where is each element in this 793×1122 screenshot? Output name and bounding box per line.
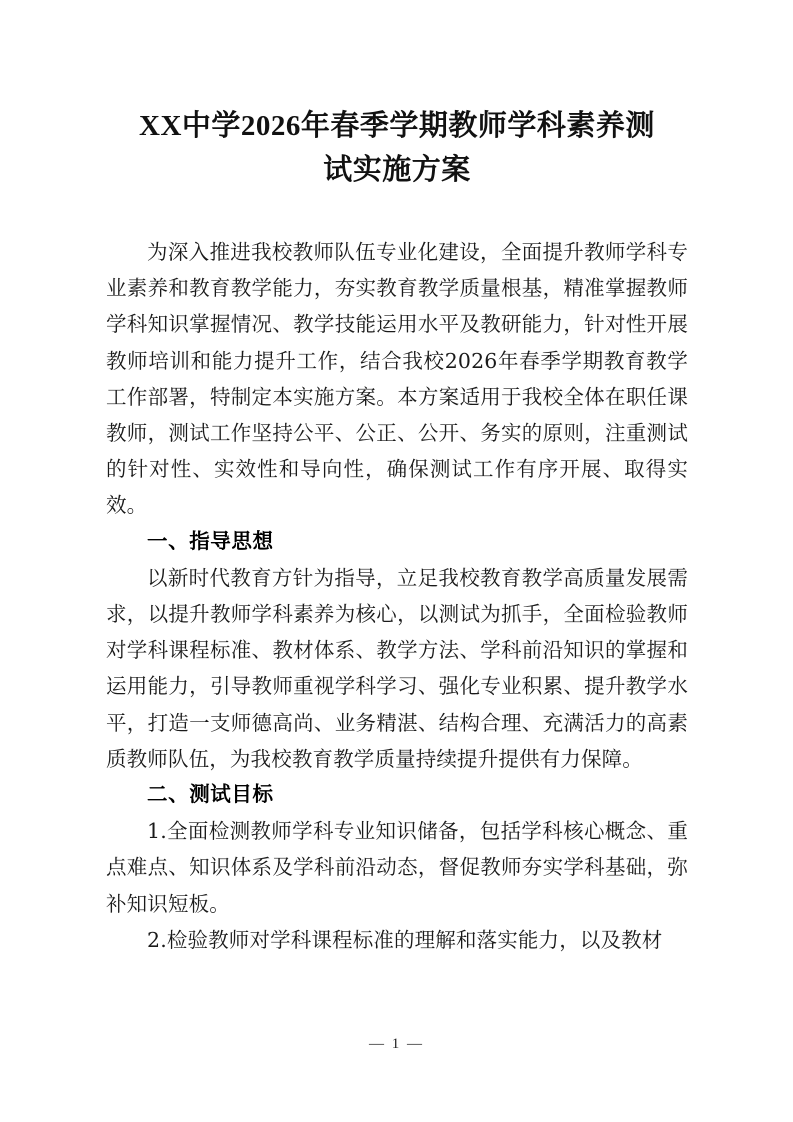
document-content xyxy=(106,104,688,958)
page-title xyxy=(106,104,688,192)
title-spacer xyxy=(106,192,688,234)
section-heading-1: 一、指导思想 xyxy=(147,529,274,553)
page-footer: — 1 — xyxy=(369,1036,424,1052)
page-title-line-2: 试实施方案 xyxy=(323,154,471,186)
preamble-paragraph: 为深入推进我校教师队伍专业化建设，全面提升教师学科专业素养和教育教学能力，夯实教育教学质量根基，精准掌握教师学科知识掌握情况、教学技能运用水平及教研能力，针对性开展教师培训和能力提升工作，结合我校2026年春季学期教育教学工作部署，特制定本实施方案。本方案适用于我校全体在职任课教师，测试工作坚持公平、公正、公开、务实的原则，注重测试的针对性、实效性和导向性，确保测试工作有序开展、取得实效。 xyxy=(106,240,688,518)
page-title-line-1: XX中学2026年春季学期教师学科素养测 xyxy=(139,110,655,142)
section-2-paragraph-2: 2.检验教师对学科课程标准的理解和落实能力，以及教材 xyxy=(147,927,663,952)
section-2-paragraph-1: 1.全面检测教师学科专业知识储备，包括学科核心概念、重点难点、知识体系及学科前沿动态，督促教师夯实学科基础，弥补知识短板。 xyxy=(106,819,688,916)
section-1-paragraph-1: 以新时代教育方针为指导，立足我校教育教学高质量发展需求，以提升教师学科素养为核心，以测试为抓手，全面检验教师对学科课程标准、教材体系、教学方法、学科前沿知识的掌握和运用能力，引导教师重视学科学习、强化专业积累、提升教学水平，打造一支师德高尚、业务精湛、结构合理、充满活力的高素质教师队伍，为我校教育教学质量持续提升提供有力保障。 xyxy=(106,565,688,771)
section-heading-2: 二、测试目标 xyxy=(147,783,274,807)
